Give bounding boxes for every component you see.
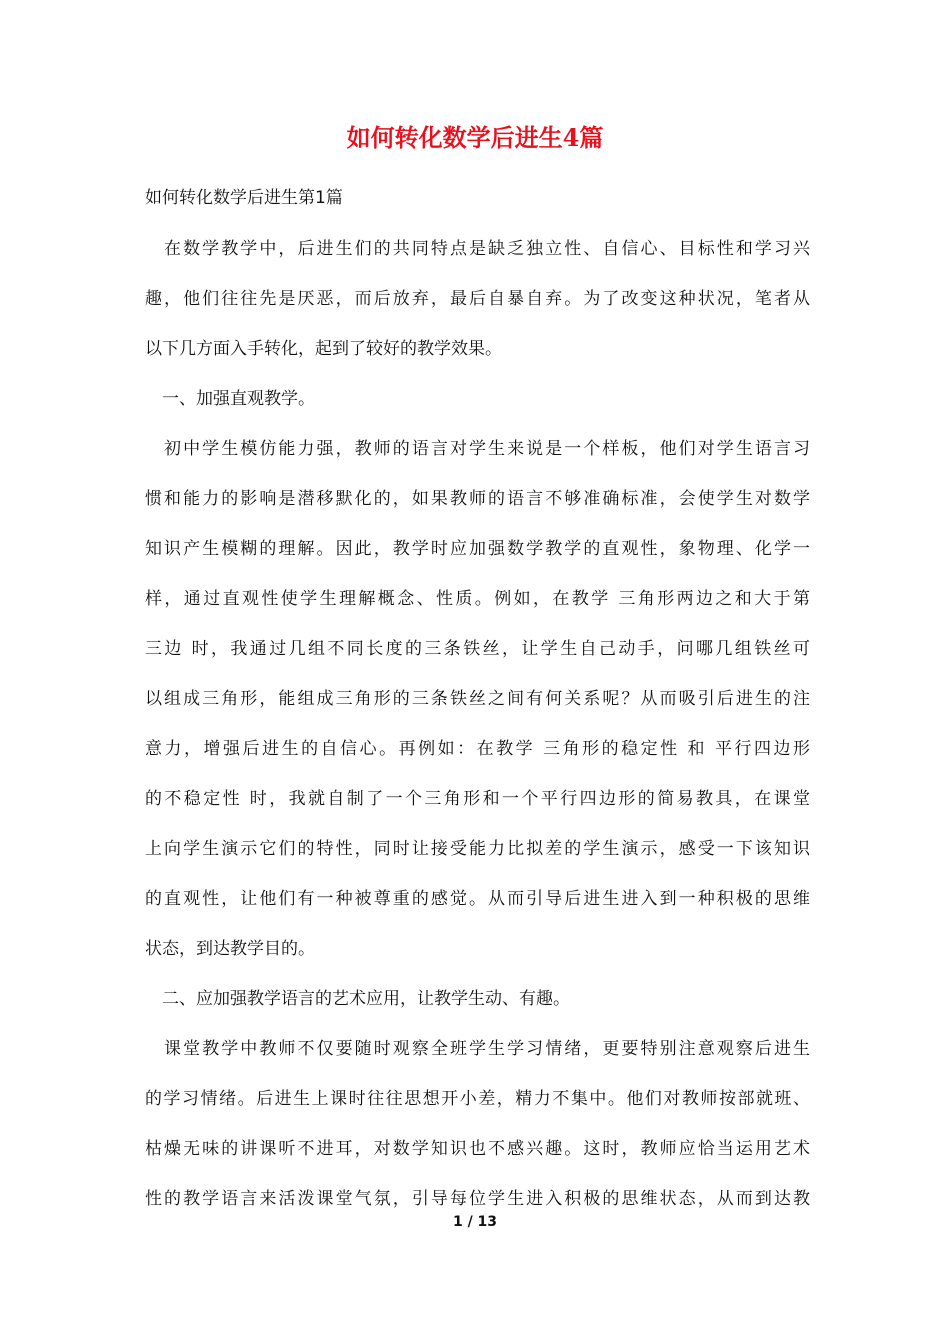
body-line: 状态，到达教学目的。 (145, 939, 315, 959)
body-line: 的不稳定性 时，我就自制了一个三角形和一个平行四边形的简易教具，在课堂 (145, 789, 810, 809)
body-line: 以下几方面入手转化，起到了较好的教学效果。 (145, 339, 502, 359)
body-line: 性的教学语言来活泼课堂气氛，引导每位学生进入积极的思维状态，从而到达教 (145, 1189, 810, 1209)
body-line: 以组成三角形，能组成三角形的三条铁丝之间有何关系呢？从而吸引后进生的注 (145, 689, 810, 709)
document-title: 如何转化数学后进生4篇 (346, 123, 604, 152)
body-line: 样，通过直观性使学生理解概念、性质。例如，在教学 三角形两边之和大于第 (145, 589, 810, 609)
body-line: 在数学教学中，后进生们的共同特点是缺乏独立性、自信心、目标性和学习兴 (145, 239, 810, 259)
section-subtitle: 如何转化数学后进生第1篇 (145, 188, 343, 208)
body-line: 的学习情绪。后进生上课时往往思想开小差，精力不集中。他们对教师按部就班、 (145, 1089, 810, 1109)
section-heading: 二、应加强教学语言的艺术应用，让教学生动、有趣。 (145, 989, 570, 1009)
document-body (145, 224, 810, 1224)
body-line: 惯和能力的影响是潜移默化的，如果教师的语言不够准确标准，会使学生对数学 (145, 489, 810, 509)
body-line: 三边 时，我通过几组不同长度的三条铁丝，让学生自己动手，问哪几组铁丝可 (145, 639, 810, 659)
body-line: 的直观性，让他们有一种被尊重的感觉。从而引导后进生进入到一种积极的思维 (145, 889, 810, 909)
body-line: 初中学生模仿能力强，教师的语言对学生来说是一个样板，他们对学生语言习 (145, 439, 810, 459)
body-line: 上向学生演示它们的特性，同时让接受能力比拟差的学生演示，感受一下该知识 (145, 839, 810, 859)
body-line: 课堂教学中教师不仅要随时观察全班学生学习情绪，更要特别注意观察后进生 (145, 1039, 810, 1059)
page-indicator: 1 / 13 (452, 1214, 498, 1230)
body-line: 知识产生模糊的理解。因此，教学时应加强数学教学的直观性，象物理、化学一 (145, 539, 810, 559)
body-line: 枯燥无味的讲课听不进耳，对数学知识也不感兴趣。这时，教师应恰当运用艺术 (145, 1139, 810, 1159)
section-heading: 一、加强直观教学。 (145, 389, 315, 409)
body-line: 意力，增强后进生的自信心。再例如：在教学 三角形的稳定性 和 平行四边形 (145, 739, 810, 759)
body-line: 趣，他们往往先是厌恶，而后放弃，最后自暴自弃。为了改变这种状况，笔者从 (145, 289, 810, 309)
